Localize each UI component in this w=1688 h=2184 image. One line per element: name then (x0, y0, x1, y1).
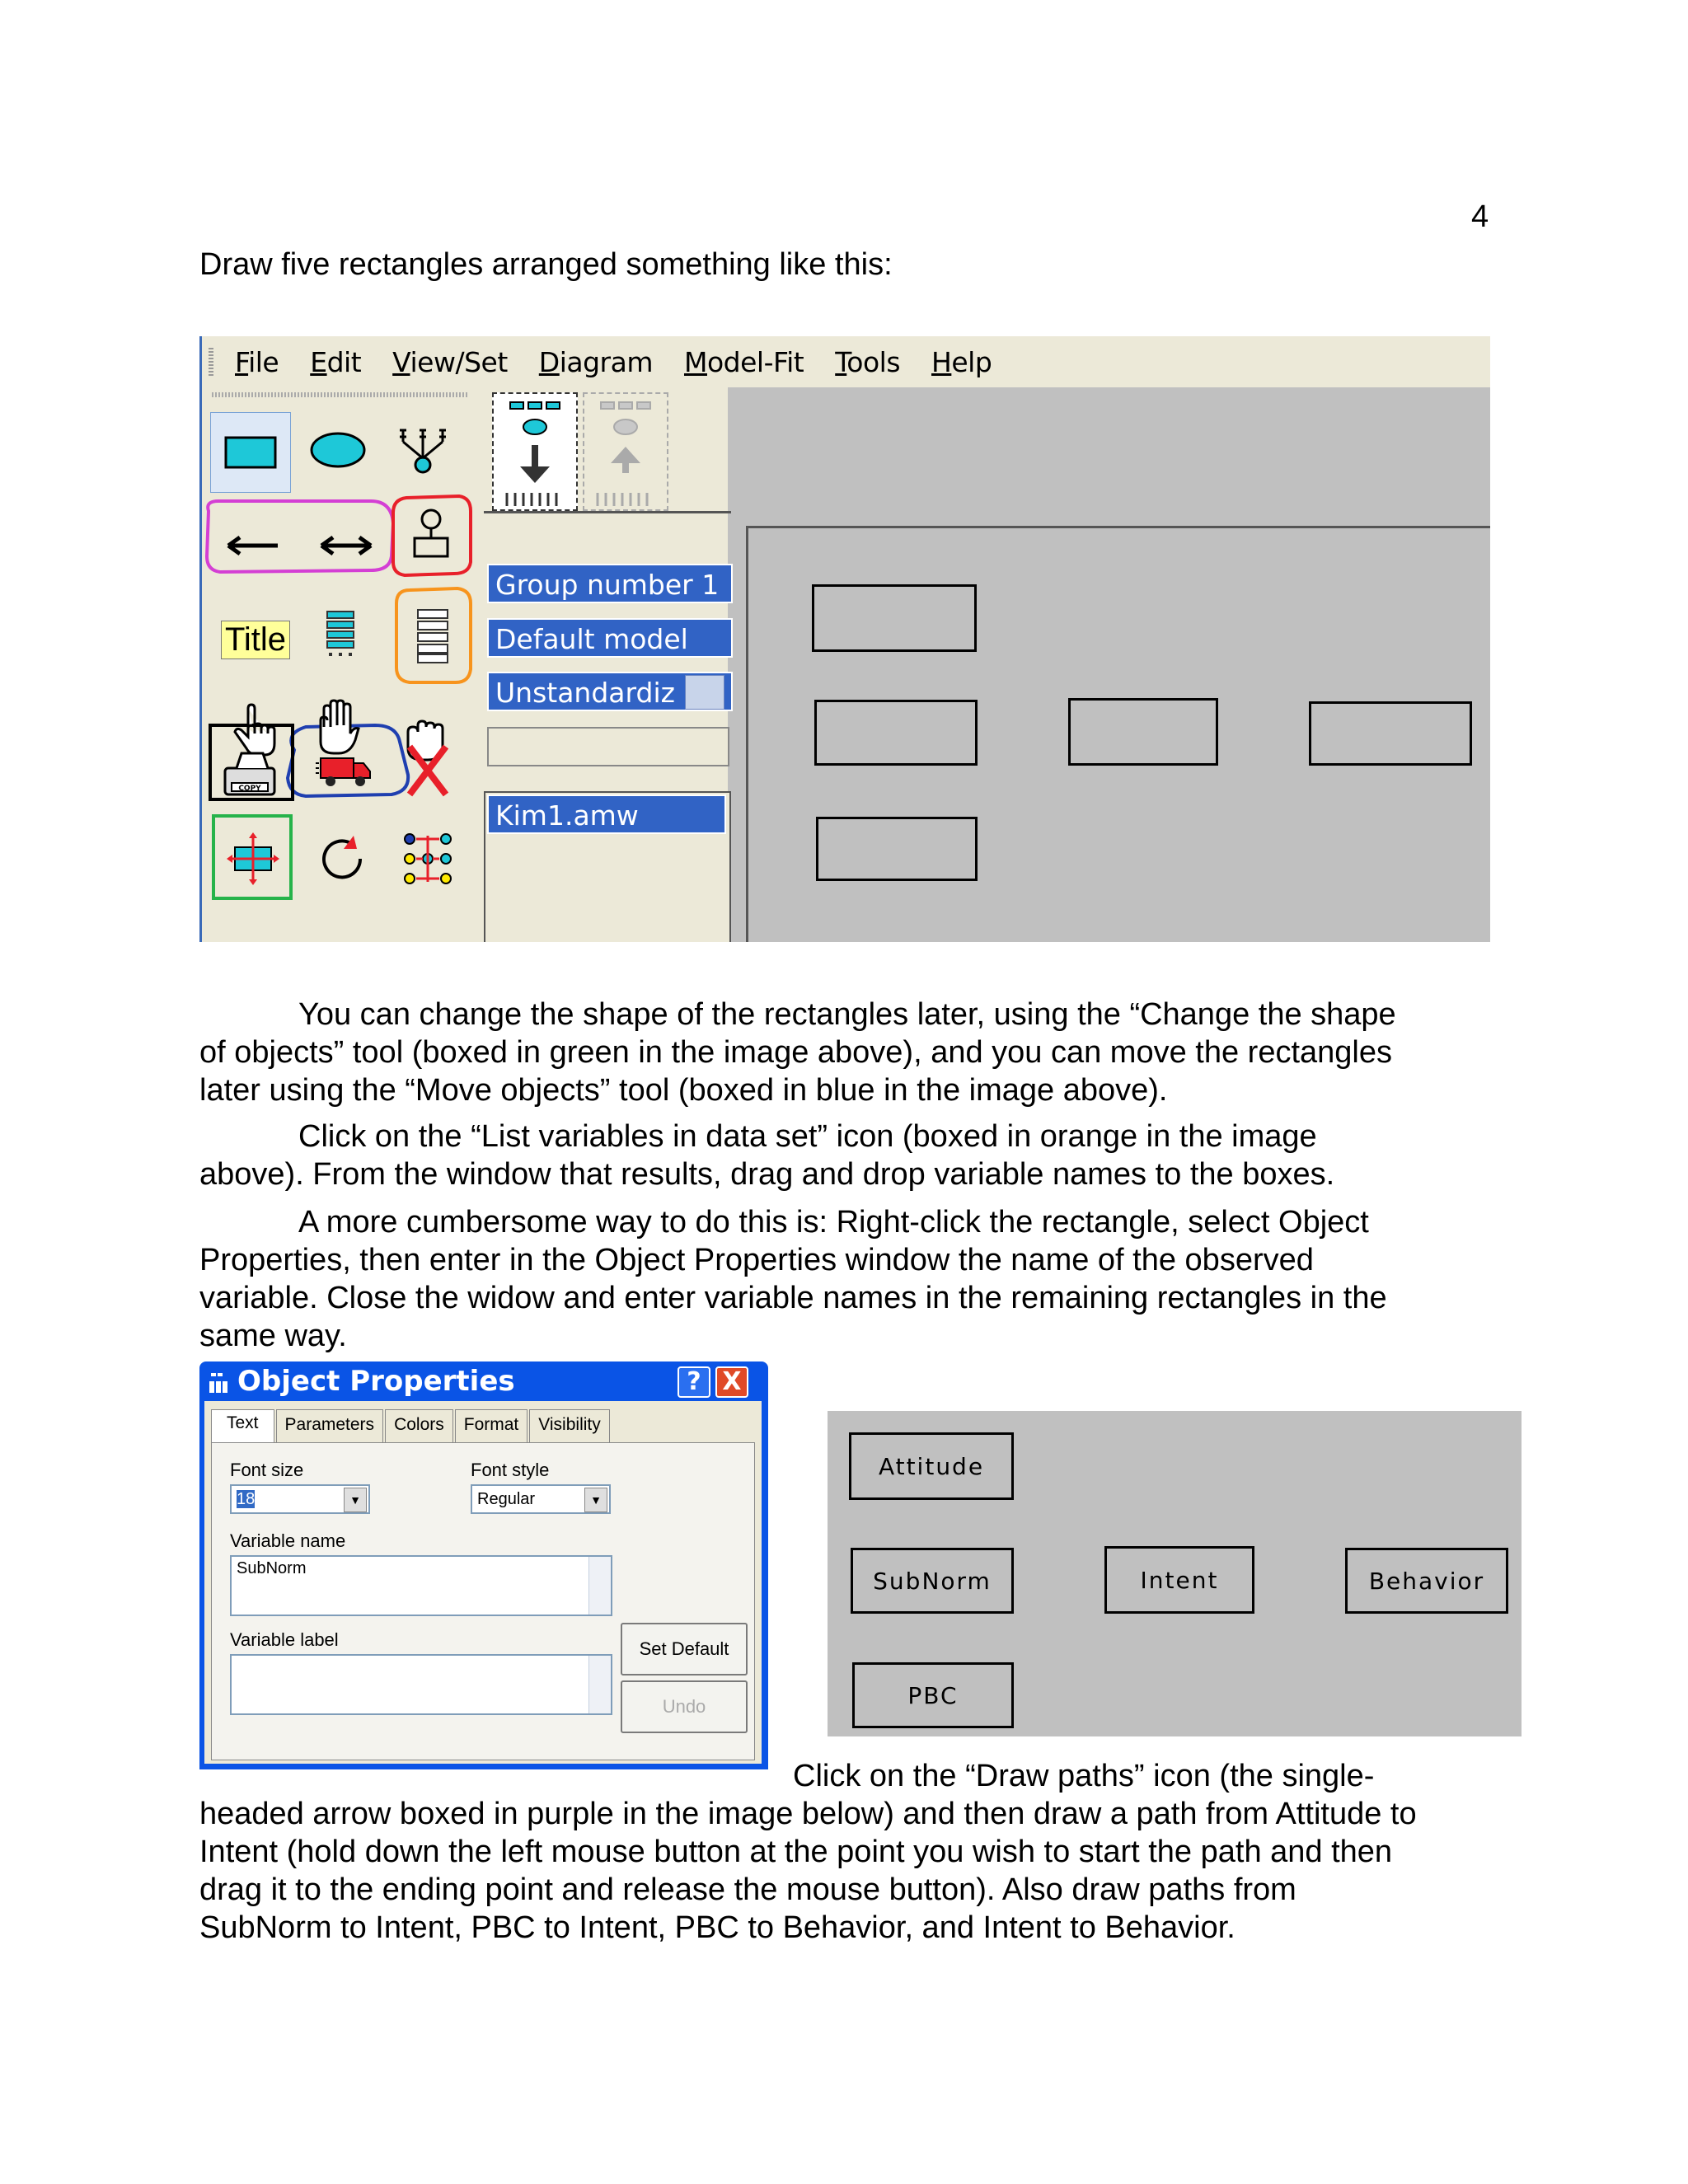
panel-divider (484, 511, 731, 513)
p2-line2: above). From the window that results, drag and drop variable names to the boxes. (199, 1157, 1335, 1192)
reflect-indicators-icon[interactable] (395, 826, 461, 892)
list-variables-in-data-set-icon[interactable] (400, 603, 466, 669)
menu-file[interactable]: File (235, 345, 279, 378)
dialog-title: Object Properties (237, 1365, 515, 1398)
list-variables-in-model-icon[interactable] (307, 603, 373, 669)
p1-line1: You can change the shape of the rectangles later, using the “Change the shape (298, 997, 1396, 1032)
default-model-box[interactable]: Default model (487, 618, 733, 658)
empty-selection-box (487, 727, 729, 766)
variable-name-label: Variable name (230, 1530, 346, 1551)
variable-label-field[interactable] (230, 1654, 612, 1715)
p4-line5: SubNorm to Intent, PBC to Intent, PBC to Behavior, and Intent to Behavior. (199, 1910, 1236, 1945)
text-tab-panel (211, 1442, 755, 1760)
tab-colors[interactable]: Colors (385, 1409, 453, 1442)
menu-diagram[interactable]: Diagram (538, 345, 653, 378)
variable-name-value: SubNorm (237, 1559, 307, 1577)
p4-line4: drag it to the ending point and release the mouse button). Also draw paths from (199, 1872, 1296, 1907)
box-pbc[interactable]: PBC (852, 1662, 1014, 1728)
title-icon[interactable] (220, 607, 291, 673)
draw-observed-variable-icon[interactable] (210, 412, 291, 493)
named-rectangles-figure (828, 1411, 1522, 1736)
menu-help[interactable]: Help (931, 345, 992, 378)
paragraph-object-properties (199, 1203, 1502, 1355)
font-style-value: Regular (477, 1490, 536, 1508)
p3-line4: same way. (199, 1319, 347, 1353)
move-objects-icon[interactable] (311, 737, 377, 803)
dialog-app-icon (206, 1370, 231, 1394)
box-subnorm[interactable]: SubNorm (851, 1548, 1014, 1614)
undo-button[interactable]: Undo (621, 1680, 748, 1733)
p4-line2: headed arrow boxed in purple in the image below) and then draw a path from Attitude to (199, 1797, 1417, 1831)
drawing-area[interactable] (746, 526, 1490, 942)
p4-line3: Intent (hold down the left mouse button at the point you wish to start the path and then (199, 1835, 1393, 1869)
rectangle-3[interactable] (1068, 698, 1218, 766)
dialog-body (204, 1401, 762, 1764)
paragraph-shape-move (199, 996, 1502, 1109)
p3-line1: A more cumbersome way to do this is: Right-click the rectangle, select Object (298, 1205, 1369, 1240)
title-tool-label: Title (221, 621, 290, 659)
help-button[interactable]: ? (678, 1366, 710, 1398)
menubar-grip (209, 348, 213, 376)
menu-model-fit[interactable]: Model-Fit (684, 345, 804, 378)
rectangle-2[interactable] (814, 700, 978, 766)
close-button[interactable]: X (715, 1366, 748, 1398)
chevron-down-icon[interactable]: ▼ (584, 1488, 607, 1512)
intro-text: Draw five rectangles arranged something like this: (199, 247, 893, 282)
menu-bar (202, 336, 1490, 387)
amos-window-screenshot (199, 336, 1490, 942)
variable-name-scrollbar[interactable] (588, 1557, 611, 1615)
draw-covariance-icon[interactable] (313, 513, 379, 579)
dialog-tabs (211, 1409, 612, 1442)
file-item-kim1[interactable]: Kim1.amw (487, 794, 726, 834)
object-properties-dialog (199, 1361, 768, 1769)
tab-visibility[interactable]: Visibility (529, 1409, 609, 1442)
menu-view-set[interactable]: View/Set (392, 345, 508, 378)
menu-tools[interactable]: Tools (835, 345, 901, 378)
view-input-icon[interactable] (492, 392, 578, 511)
rectangle-5[interactable] (816, 817, 978, 881)
chevron-down-icon[interactable]: ▼ (344, 1488, 367, 1512)
p1-line2: of objects” tool (boxed in green in the image above), and you can move the rectangles (199, 1035, 1392, 1070)
rotate-indicators-icon[interactable] (309, 826, 375, 892)
p1-line3: later using the “Move objects” tool (boxed in blue in the image above). (199, 1073, 1168, 1108)
paragraph-list-variables (199, 1118, 1502, 1193)
estimates-box[interactable]: Unstandardiz (487, 672, 733, 711)
paragraph-draw-paths (199, 1795, 1502, 1947)
p2-line1: Click on the “List variables in data set” icon (boxed in orange in the image (298, 1119, 1317, 1154)
tab-text[interactable]: Text (211, 1409, 274, 1442)
variable-name-field[interactable] (230, 1555, 612, 1616)
draw-unobserved-variable-icon[interactable] (305, 417, 371, 483)
variable-label-scrollbar[interactable] (588, 1656, 611, 1713)
font-size-label: Font size (230, 1460, 304, 1480)
p3-line2: Properties, then enter in the Object Properties window the name of the observed (199, 1243, 1314, 1277)
box-behavior[interactable]: Behavior (1345, 1548, 1508, 1614)
group-number-box[interactable]: Group number 1 (487, 564, 733, 603)
rectangle-4[interactable] (1309, 701, 1472, 766)
box-intent[interactable]: Intent (1104, 1546, 1254, 1614)
set-default-button[interactable]: Set Default (621, 1623, 748, 1675)
rectangle-1[interactable] (812, 584, 977, 652)
duplicate-objects-icon[interactable] (217, 740, 283, 806)
font-size-select[interactable] (230, 1484, 370, 1514)
draw-path-icon[interactable] (220, 513, 286, 579)
p3-line3: variable. Close the widow and enter variable names in the remaining rectangles in the (199, 1281, 1387, 1315)
view-output-icon[interactable] (583, 392, 668, 511)
estimates-spin-button[interactable] (685, 675, 724, 710)
tool-palette (202, 387, 481, 942)
p4-line1: Click on the “Draw paths” icon (the single- (793, 1759, 1375, 1793)
font-style-label: Font style (471, 1460, 550, 1480)
page-number: 4 (1471, 199, 1489, 234)
svg-text:COPY: COPY (238, 785, 261, 793)
add-unique-variable-icon[interactable] (398, 503, 464, 569)
tab-format[interactable]: Format (455, 1409, 528, 1442)
file-list[interactable] (484, 791, 731, 942)
tab-parameters[interactable]: Parameters (276, 1409, 384, 1442)
draw-latent-indicator-icon[interactable] (390, 415, 456, 481)
variable-label-label: Variable label (230, 1629, 339, 1650)
dialog-titlebar (199, 1361, 768, 1401)
model-panel (481, 387, 728, 942)
font-style-select[interactable] (471, 1484, 611, 1514)
font-size-value: 18 (237, 1490, 256, 1508)
menu-edit[interactable]: Edit (310, 345, 362, 378)
box-attitude[interactable]: Attitude (849, 1432, 1014, 1500)
change-shape-of-objects-icon[interactable] (220, 826, 286, 892)
erase-objects-icon[interactable] (395, 737, 461, 803)
